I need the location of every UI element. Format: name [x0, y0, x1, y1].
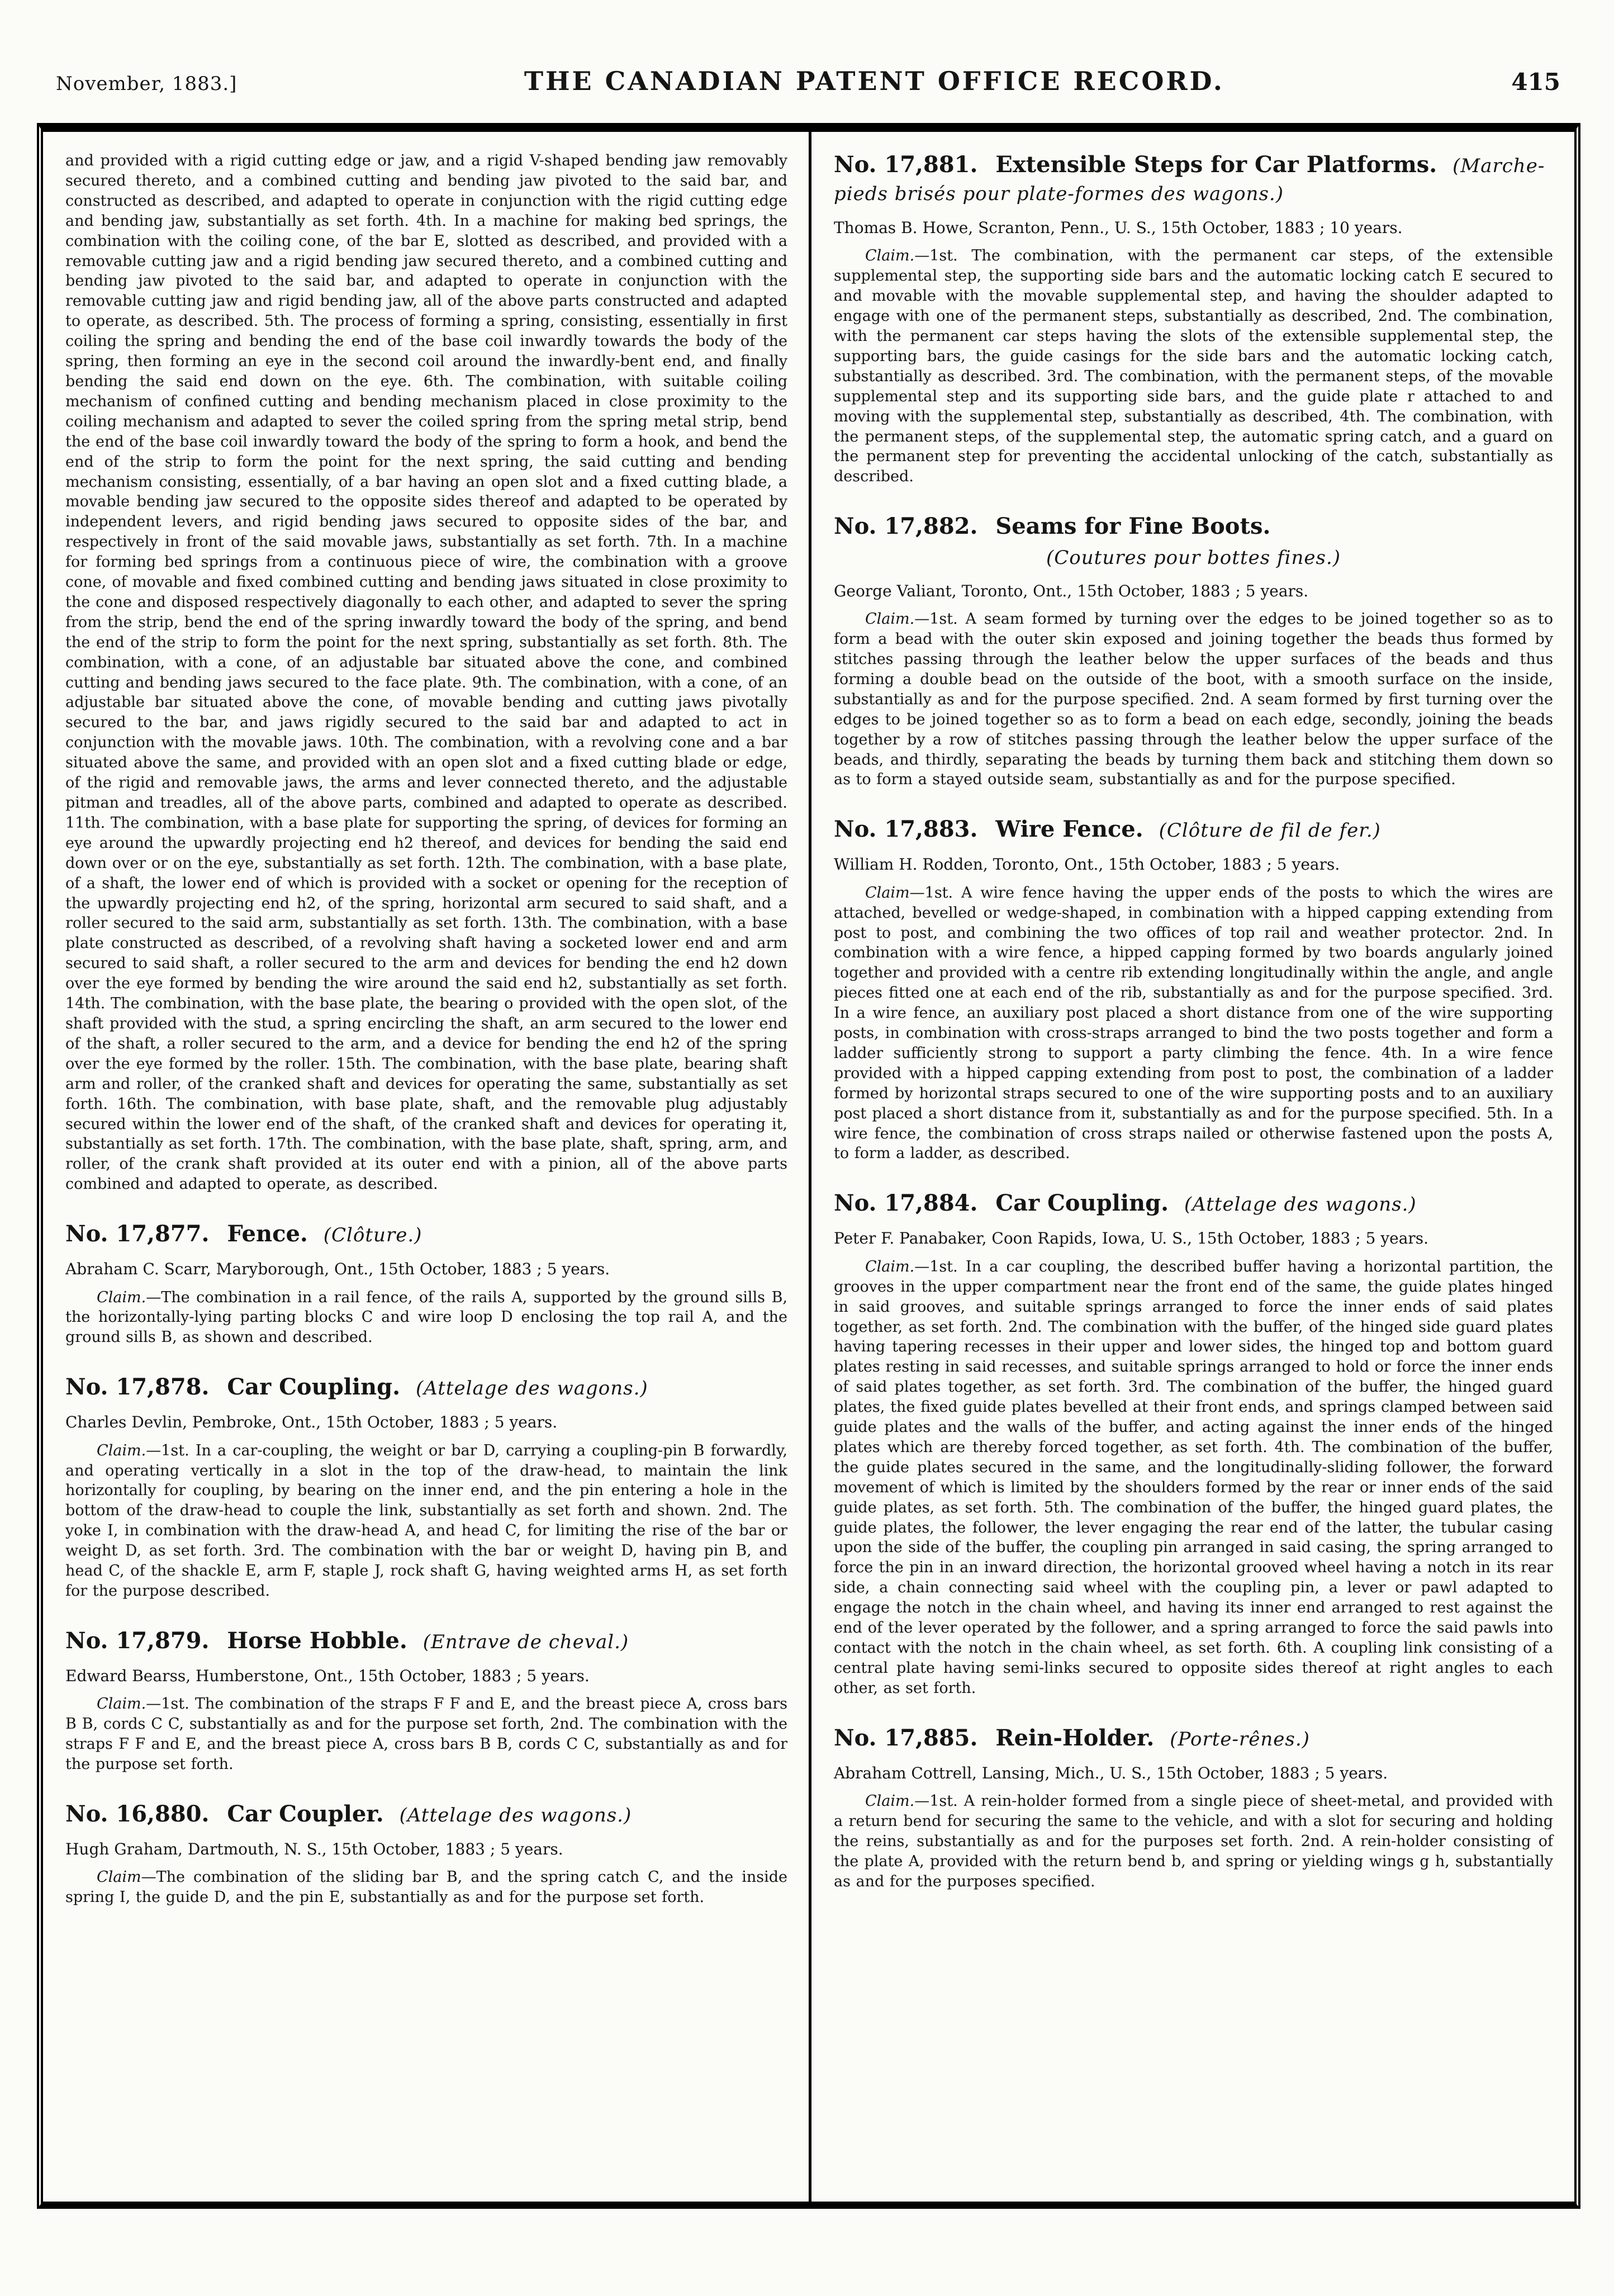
- claim-lead: Claim: [97, 1868, 141, 1886]
- patent-title: Wire Fence.: [995, 816, 1143, 843]
- inventor-line: Abraham Cottrell, Lansing, Mich., U. S., 15th October, 1883 ; 5 years.: [834, 1763, 1388, 1782]
- claim-lead: Claim.: [865, 610, 915, 628]
- patent-title: Car Coupling.: [995, 1190, 1169, 1217]
- patent-entry-17882: [834, 513, 1553, 790]
- claim-text: —The combination in a rail fence, of the rails A, supported by the ground sills B, the horizontally-lying parting blocks C and wire loop D enclosing the top rail A, and the ground sills B, as shown and described.: [65, 1288, 787, 1346]
- claim-lead: Claim.: [97, 1695, 146, 1713]
- claim-text: —The combination of the sliding bar B, and the spring catch C, and the inside spring I, the guide D, and the pin E, substantially as and for the purpose set forth.: [65, 1868, 787, 1906]
- claim-lead: Claim.: [865, 1258, 915, 1275]
- patent-title: Fence.: [227, 1221, 308, 1247]
- inventor-line: Thomas B. Howe, Scranton, Penn., U. S., 15th October, 1883 ; 10 years.: [834, 219, 1403, 237]
- patent-title-french: (Clôture.): [323, 1224, 423, 1247]
- patent-heading: [65, 1373, 787, 1401]
- claim-text: —1st. A rein-holder formed from a single piece of sheet-metal, and provided with a return bend for securing the same to the vehicle, and with a slot for securing and holding the reins, substantially as and for the purposes set forth. 2nd. A rein-holder consisting of the plate A, provided with the return bend b, and spring or yielding wings g h, substantially as and for the purposes specified.: [834, 1792, 1553, 1890]
- claim-text: —1st. A wire fence having the upper ends of the posts to which the wires are attached, bevelled or wedge-shaped, in combination with a hipped capping extending from post to post, and combining the two offices of top rail and weather protector. 2nd. In combination with a wire fence, a hipped capping formed by two boards angularly joined together and provided with a centre rib extending longitudinally within the angle, and angle pieces fitted one at each end of the rib, substantially as and for the purpose specified. 3rd. In a wire fence, an auxiliary post placed a short distance from one of the wire supporting posts, in combination with cross-straps arranged to bind the two posts together and form a ladder sufficiently strong to support a party climbing the fence. 4th. In a wire fence provided with a hipped capping extending from post to post, the combination of a ladder formed by horizontal straps secured to one of the wire supporting posts and to an auxiliary post placed a short distance from it, substantially as and for the purpose specified. 5th. In a wire fence, the combination of cross straps nailed or otherwise fastened upon the posts A, to form a ladder, as described.: [834, 884, 1553, 1163]
- patent-entry-16880: [65, 1800, 787, 1908]
- left-column: [43, 132, 809, 2202]
- patent-title: Rein-Holder.: [995, 1724, 1155, 1751]
- claim-paragraph: [65, 1441, 787, 1601]
- patent-title: Horse Hobble.: [227, 1627, 407, 1654]
- patent-title-french: (Coutures pour bottes fines.): [1046, 547, 1341, 570]
- patent-heading: [834, 1189, 1553, 1217]
- patent-title-french: (Attelage des wagons.): [399, 1804, 632, 1827]
- patent-title-french: (Attelage des wagons.): [1184, 1193, 1417, 1216]
- patent-title-french: (Marche-pieds brisés pour plate-formes des wagons.): [834, 155, 1545, 205]
- journal-date: November, 1883.]: [56, 73, 238, 95]
- inventor-line: William H. Rodden, Toronto, Ont., 15th October, 1883 ; 5 years.: [834, 855, 1340, 874]
- patent-number: No. 17,882.: [834, 513, 978, 540]
- claim-lead: Claim.: [865, 247, 915, 265]
- inventor-line: Edward Bearss, Humberstone, Ont., 15th October, 1883 ; 5 years.: [65, 1666, 590, 1685]
- claim-text: —1st. A seam formed by turning over the edges to be joined together so as to form a bead with the outer skin exposed and joining together the beads thus formed by stitches passing through the leather below the upper surfaces of the beads and thus forming a double bead on the outside of the boot, with a smooth surface on the inside, substantially as and for the purpose specified. 2nd. A seam formed by first turning over the edges to be joined together so as to form a bead on each edge, secondly, joining the beads together by a row of stitches passing through the leather below the upper surface of the beads, and thirdly, separating the beads by turning them back and stitching them down so as to form a stayed outside seam, substantially as and for the purpose specified.: [834, 610, 1553, 789]
- patent-heading: [834, 151, 1553, 207]
- patent-number: No. 17,881.: [834, 151, 978, 178]
- patent-number: No. 17,885.: [834, 1724, 978, 1751]
- patent-heading: [65, 1220, 787, 1248]
- patent-title-french: (Attelage des wagons.): [415, 1377, 648, 1400]
- patent-title-french: (Porte-rênes.): [1170, 1728, 1310, 1751]
- patent-title: Car Coupler.: [227, 1800, 384, 1827]
- patent-number: No. 17,878.: [65, 1374, 210, 1401]
- inventor-line: Peter F. Panabaker, Coon Rapids, Iowa, U. S., 15th October, 1883 ; 5 years.: [834, 1229, 1429, 1248]
- claim-paragraph: [834, 1791, 1553, 1892]
- patent-entry-17884: [834, 1189, 1553, 1698]
- two-column-layout: [43, 132, 1574, 2202]
- patent-entry-17885: [834, 1724, 1553, 1892]
- page-header: [0, 0, 1614, 96]
- patent-heading: [65, 1627, 787, 1655]
- patent-title-french: (Entrave de cheval.): [423, 1630, 629, 1653]
- patent-title-french: (Clôture de fil de fer.): [1159, 819, 1381, 842]
- patent-title: Seams for Fine Boots.: [995, 513, 1271, 540]
- claim-text: —1st. In a car coupling, the described buffer having a horizontal partition, the grooves in the upper compartment near the front end of the same, the guide plates hinged in said grooves, and suitable springs arranged to force the inner ends of said plates together, as set forth. 2nd. The combination with the buffer, of the hinged side guard plates having tapering recesses in their upper and lower sides, the hinged top and bottom guard plates resting in said recesses, and suitable springs arranged to hold or force the inner ends of said plates together, as set forth. 3rd. The combination of the buffer, the hinged guard plates, the fixed guide plates bevelled at their front ends, and springs clamped between said guide plates and the walls of the buffer, and acting against the inner ends of the hinged plates which are thereby forced together, as set forth. 4th. The combination of the buffer, the guide plates secured in the same, and the longitudinally-sliding follower, the forward movement of which is limited by the shoulders formed by the rear or inner ends of the said guide plates, as set forth. 5th. The combination of the buffer, the hinged guard plates, the guide plates, the follower, the lever engaging the rear end of the latter, the tubular casing upon the side of the buffer, the coupling pin arranged in said casing, the spring arranged to force the pin in an inward direction, the horizontal grooved wheel having a notch in its rear side, a chain connecting said wheel with the coupling pin, a lever or pawl adapted to engage the notch in the chain wheel, and having its inner end arranged to rest against the end of the lever operated by the follower, and a spring arranged to force the said pawls into contact with the notch in the chain wheel, as set forth. 6th. A coupling link consisting of a central plate having semi-links secured to opposite sides thereof at right angles to each other, as set forth.: [834, 1258, 1553, 1697]
- claim-paragraph: [834, 246, 1553, 487]
- claim-text: —1st. The combination, with the permanent car steps, of the extensible supplemental step, the supporting side bars and the automatic locking catch E secured to and movable with the movable supplemental step, and having the shoulder adapted to engage with one of the permanent steps, substantially as described, 2nd. The combination, with the permanent car steps having the slots of the extensible supplemental step, the supporting bars, the guide casings for the side bars and the automatic locking catch, substantially as described. 3rd. The combination, with the permanent steps, of the movable supplemental step and its supporting side bars, and the guide plate r attached to and moving with the supplemental step, substantially as described, 4th. The combination, with the permanent steps, of the supplemental step, the automatic spring catch, and a guard on the permanent step for preventing the accidental unlocking of the catch, substantially as described.: [834, 247, 1553, 486]
- claim-paragraph: [834, 883, 1553, 1164]
- inventor-line: Abraham C. Scarr, Maryborough, Ont., 15th October, 1883 ; 5 years.: [65, 1260, 610, 1279]
- patent-heading: [834, 815, 1553, 843]
- patent-entry-17879: [65, 1627, 787, 1775]
- claim-lead: Claim.: [97, 1288, 146, 1306]
- patent-title: Extensible Steps for Car Platforms.: [995, 151, 1437, 178]
- page-number: 415: [1511, 68, 1560, 96]
- patent-number: No. 17,883.: [834, 816, 978, 843]
- claims-continuation-paragraph: and provided with a rigid cutting edge or jaw, and a rigid V-shaped bending jaw removably secured thereto, and a combined cutting and bending jaw pivoted to the said bar, and constructed as described, and adapted to operate in conjunction with the rigid cutting edge and bending jaw, substantially as set forth. 4th. In a machine for making bed springs, the combination with the coiling cone, of the bar E, slotted as described, and provided with a removable cutting jaw and a rigid bending jaw secured thereto, and a combined cutting and bending jaw pivoted to the said bar, and adapted to operate in conjunction with the removable cutting jaw and rigid bending jaw, all of the above parts constructed and adapted to operate, as described. 5th. The process of forming a spring, consisting, essentially in first coiling the spring and bending the end of the base coil inwardly towards the body of the spring, then forming an eye in the second coil around the inwardly-bent end, and finally bending the said end down on the eye. 6th. The combination, with suitable coiling mechanism of confined cutting and bending mechanism placed in close proximity to the coiling mechanism and adapted to sever the coiled spring from the spring metal strip, bend the end of the base coil inwardly toward the body of the spring to form a hook, and bend the end of the strip to form the point for the next spring, the said cutting and bending mechanism consisting, essentially, of a bar having an open slot and a fixed cutting blade, a movable bending jaw secured to the opposite sides thereof and adapted to be operated by independent levers, and rigid bending jaws secured to opposite sides of the bar, and respectively in front of the said movable jaws, substantially as set forth. 7th. In a machine for forming bed springs from a continuous piece of wire, the combination with a groove cone, of movable and fixed combined cutting and bending jaws situated in close proximity to the cone and disposed respectively diagonally to each other, and adapted to sever the spring from the strip, bend the end of the spring inwardly toward the body of the spring, and bend the end of the strip to form the point for the next spring, substantially as set forth. 8th. The combination, with a cone, of an adjustable bar situated above the cone, and combined cutting and bending jaws secured to the face plate. 9th. The combination, with a cone, of an adjustable bar situated above the cone, of movable bending and cutting jaws pivotally secured to the bar, and jaws rigidly secured to the said bar and adapted to act in conjunction with the movable jaws. 10th. The combination, with a revolving cone and a bar situated above the same, and provided with an open slot and a fixed cutting blade or edge, of the rigid and removable jaws, the arms and lever connected thereto, and the adjustable pitman and treadles, all of the above parts, combined and adapted to operate as described. 11th. The combination, with a base plate for supporting the spring, of devices for forming an eye around the upwardly projecting end h2 thereof, and devices for bending the said end down over or on the eye, substantially as set forth. 12th. The combination, with a base plate, of a shaft, the lower end of which is provided with a socket or opening for the reception of the upwardly projecting end h2, of the spring, horizontal arm secured to said shaft, and a roller secured to the said arm, substantially as set forth. 13th. The combination, with a base plate constructed as described, of a revolving shaft having a socketed lower end and arm secured to said shaft, a roller secured to the arm and devices for bending the end h2 down over the eye formed by bending the wire around the said end h2, substantially as set forth. 14th. The combination, with the base plate, the bearing o provided with the open slot, of the shaft provided with the stud, a spring encircling the shaft, an arm secured to the lower end of the shaft, a roller secured to the arm, and a device for bending the end h2 of the spring over the eye formed by the roller. 15th. The combination, with the base plate, bearing shaft arm and roller, of the cranked shaft and devices for operating the same, substantially as set forth. 16th. The combination, with base plate, shaft, and the removable plug adjustably secured within the lower end of the shaft, of the cranked shaft and devices for operating it, substantially as set forth. 17th. The combination, with the base plate, shaft, spring, arm, and roller, of the crank shaft provided at its outer end with a pinion, all of the above parts combined and adapted to operate, as described.: [65, 152, 787, 1193]
- claim-paragraph: [834, 1257, 1553, 1699]
- claim-lead: Claim: [865, 884, 910, 902]
- claim-text: —1st. The combination of the straps F F and E, and the breast piece A, cross bars B B, cords C C, substantially as and for the purpose set forth, 2nd. The combination with the straps F F and E, and the breast piece A, cross bars B B, cords C C, substantially as and for the purpose set forth.: [65, 1695, 787, 1773]
- inventor-line: Hugh Graham, Dartmouth, N. S., 15th October, 1883 ; 5 years.: [65, 1839, 563, 1858]
- claim-text: —1st. In a car-coupling, the weight or bar D, carrying a coupling-pin B forwardly, and operating vertically in a slot in the top of the draw-head, to maintain the link horizontally for coupling, by bearing on the inner end, and the pin entering a hole in the bottom of the draw-head to couple the link, substantially as set forth and shown. 2nd. The yoke I, in combination with the draw-head A, and head C, for limiting the rise of the bar or weight D, as set forth. 3rd. The combination with the bar or weight D, having pin B, and head C, of the shackle E, arm F, staple J, rock shaft G, having weighted arms H, as set forth for the purpose described.: [65, 1441, 787, 1600]
- patent-heading: [65, 1800, 787, 1828]
- claim-paragraph: [65, 1288, 787, 1348]
- claim-paragraph: [65, 1694, 787, 1775]
- claim-paragraph: [65, 1867, 787, 1908]
- inventor-line: Charles Devlin, Pembroke, Ont., 15th October, 1883 ; 5 years.: [65, 1413, 558, 1432]
- patent-number: No. 16,880.: [65, 1800, 210, 1827]
- journal-title: THE CANADIAN PATENT OFFICE RECORD.: [524, 66, 1224, 96]
- content-frame: [37, 123, 1580, 2209]
- patent-entry-17881: [834, 151, 1553, 487]
- patent-number: No. 17,884.: [834, 1190, 978, 1217]
- claim-lead: Claim.: [865, 1792, 915, 1810]
- patent-title: Car Coupling.: [227, 1374, 401, 1401]
- patent-entry-17878: [65, 1373, 787, 1601]
- patent-entry-17883: [834, 815, 1553, 1164]
- claim-lead: Claim.: [97, 1441, 146, 1459]
- patent-heading: [834, 513, 1553, 570]
- patent-number: No. 17,877.: [65, 1221, 210, 1247]
- patent-entry-17877: [65, 1220, 787, 1348]
- inventor-line: George Valiant, Toronto, Ont., 15th October, 1883 ; 5 years.: [834, 581, 1309, 600]
- claim-paragraph: [834, 609, 1553, 790]
- right-column: [809, 132, 1574, 2202]
- patent-heading: [834, 1724, 1553, 1752]
- patent-number: No. 17,879.: [65, 1627, 210, 1654]
